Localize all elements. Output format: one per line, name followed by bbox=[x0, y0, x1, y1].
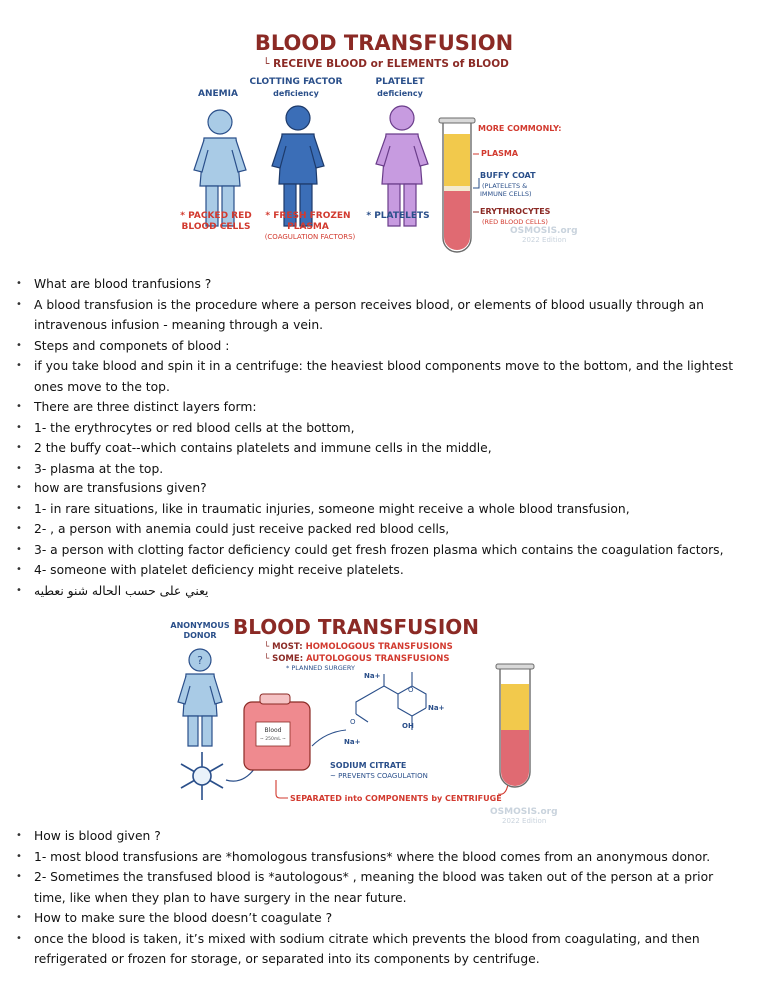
planned-surgery-note: * PLANNED SURGERY bbox=[286, 664, 355, 672]
clotting-caption-1: * FRESH FROZEN bbox=[265, 211, 351, 221]
figure2-title: BLOOD TRANSFUSION bbox=[233, 615, 479, 639]
list-item: • 2 the buffy coat--which contains platelets and immune cells in the middle, bbox=[0, 438, 768, 459]
figure1-subtitle: └ RECEIVE BLOOD or ELEMENTS of BLOOD bbox=[263, 58, 509, 70]
figure1-edition: 2022 Edition bbox=[522, 236, 567, 244]
autologous-line bbox=[264, 653, 449, 664]
figure-blood-transfusion-overview bbox=[160, 20, 600, 256]
tube-heading: MORE COMMONLY: bbox=[478, 124, 562, 133]
sodium-citrate-note: ~ PREVENTS COAGULATION bbox=[330, 772, 428, 780]
list-item: • how are transfusions given? bbox=[0, 478, 768, 499]
sodium-citrate-label: SODIUM CITRATE bbox=[330, 761, 407, 770]
list-item: • There are three distinct layers form: bbox=[0, 397, 768, 418]
separation-bracket bbox=[276, 780, 288, 798]
erythrocytes-note: (RED BLOOD CELLS) bbox=[482, 218, 548, 226]
snowflake-icon bbox=[181, 752, 223, 800]
figure2-illustration bbox=[160, 604, 560, 824]
question-icon: ? bbox=[197, 654, 203, 667]
buffy-coat-label: BUFFY COAT bbox=[480, 171, 536, 180]
na-label-top: Na+ bbox=[364, 672, 381, 680]
list-item: • 1- in rare situations, like in traumatic injuries, someone might receive a whole blood transfusion, bbox=[0, 499, 768, 520]
buffy-coat-note-1: (PLATELETS & bbox=[482, 182, 528, 190]
clotting-factor-sub: deficiency bbox=[273, 89, 319, 98]
anemia-caption-2: BLOOD CELLS bbox=[181, 222, 251, 232]
autologous-prefix: └ SOME: bbox=[264, 654, 307, 664]
platelet-sub: deficiency bbox=[377, 89, 423, 98]
list-item: • Steps and componets of blood : bbox=[0, 336, 768, 357]
platelet-caption: * PLATELETS bbox=[366, 211, 430, 221]
list-item: • How is blood given ? bbox=[0, 826, 768, 847]
list-item: • 3- a person with clotting factor deficiency could get fresh frozen plasma which contains the coagulation factors, bbox=[0, 540, 768, 561]
bullet-list-section-2 bbox=[0, 478, 768, 601]
bullet-list-section-3 bbox=[0, 826, 768, 970]
anemia-person-drawing bbox=[194, 110, 246, 226]
na-label-right: Na+ bbox=[428, 704, 445, 712]
list-item: • 2- , a person with anemia could just receive packed red blood cells, bbox=[0, 519, 768, 540]
list-item: • 1- most blood transfusions are *homologous transfusions* where the blood comes from an anonymous donor. bbox=[0, 847, 768, 868]
oxygen-label-1: O bbox=[350, 718, 356, 726]
platelet-person-drawing bbox=[376, 106, 428, 226]
list-item: • 1- the erythrocytes or red blood cells at the bottom, bbox=[0, 418, 768, 439]
figure1-watermark: OSMOSIS.org bbox=[510, 226, 578, 236]
separated-label: SEPARATED into COMPONENTS by CENTRIFUGE bbox=[290, 794, 502, 803]
anonymous-donor-drawing bbox=[178, 649, 222, 746]
oxygen-label-2: O bbox=[408, 686, 414, 694]
list-item: • What are blood tranfusions ? bbox=[0, 274, 768, 295]
homologous-line bbox=[264, 641, 453, 652]
bag-label: Blood bbox=[264, 727, 282, 734]
clotting-caption-note: (COAGULATION FACTORS) bbox=[264, 233, 356, 241]
buffy-coat-note-2: IMMUNE CELLS) bbox=[480, 190, 532, 198]
list-item-arabic: • يعني على حسب الحاله شنو نعطيه bbox=[0, 581, 768, 602]
clotting-factor-person-drawing bbox=[272, 106, 324, 226]
clotting-caption-2: PLASMA bbox=[287, 222, 329, 232]
donor-label-1: ANONYMOUS bbox=[170, 621, 230, 630]
oh-label: OH bbox=[402, 722, 414, 730]
homologous-text: HOMOLOGOUS TRANSFUSIONS bbox=[305, 642, 453, 652]
buffy-pointer bbox=[473, 178, 479, 188]
clotting-factor-label: CLOTTING FACTOR bbox=[249, 77, 343, 87]
centrifuge-tube-drawing bbox=[439, 118, 475, 252]
separated-blood-tube-drawing bbox=[496, 664, 534, 787]
donor-label-2: DONOR bbox=[183, 631, 217, 640]
list-item: • 2- Sometimes the transfused blood is *autologous* , meaning the blood was taken out of the person at a prior time, like when they plan to have surgery in the near future. bbox=[0, 867, 768, 908]
list-item: • once the blood is taken, it’s mixed with sodium citrate which prevents the blood from coagulating, and then refrigerated or frozen for storage, or separated into its components by centrifuge. bbox=[0, 929, 768, 970]
arrow-to-tube bbox=[498, 784, 508, 794]
list-item: • 4- someone with platelet deficiency might receive platelets. bbox=[0, 560, 768, 581]
plasma-label: PLASMA bbox=[481, 149, 519, 158]
platelet-label: PLATELET bbox=[375, 77, 425, 87]
homologous-prefix: └ MOST: bbox=[264, 642, 306, 652]
autologous-text: AUTOLOGOUS TRANSFUSIONS bbox=[306, 654, 450, 664]
list-item: • if you take blood and spin it in a centrifuge: the heaviest blood components move to the bottom, and the lightest ones move to the top. bbox=[0, 356, 768, 397]
bag-volume: ~ 250mL ~ bbox=[260, 737, 286, 742]
arrow-citrate-to-bag bbox=[312, 730, 346, 746]
list-item: • A blood transfusion is the procedure where a person receives blood, or elements of blood usually through an intravenous infusion - meaning through a vein. bbox=[0, 295, 768, 336]
erythrocytes-label: ERYTHROCYTES bbox=[480, 207, 551, 216]
list-item: • 3- plasma at the top. bbox=[0, 459, 768, 480]
figure2-edition: 2022 Edition bbox=[502, 817, 547, 824]
figure1-title: BLOOD TRANSFUSION bbox=[254, 31, 514, 55]
figure1-illustration bbox=[160, 20, 600, 256]
list-item: • How to make sure the blood doesn’t coagulate ? bbox=[0, 908, 768, 929]
na-label-left: Na+ bbox=[344, 738, 361, 746]
figure-homologous-autologous bbox=[160, 604, 560, 824]
anemia-caption-1: * PACKED RED bbox=[180, 211, 252, 221]
anemia-label: ANEMIA bbox=[198, 89, 238, 99]
sodium-citrate-molecule-drawing bbox=[356, 672, 426, 730]
bullet-list-section-1 bbox=[0, 274, 768, 479]
figure2-watermark: OSMOSIS.org bbox=[490, 807, 558, 817]
